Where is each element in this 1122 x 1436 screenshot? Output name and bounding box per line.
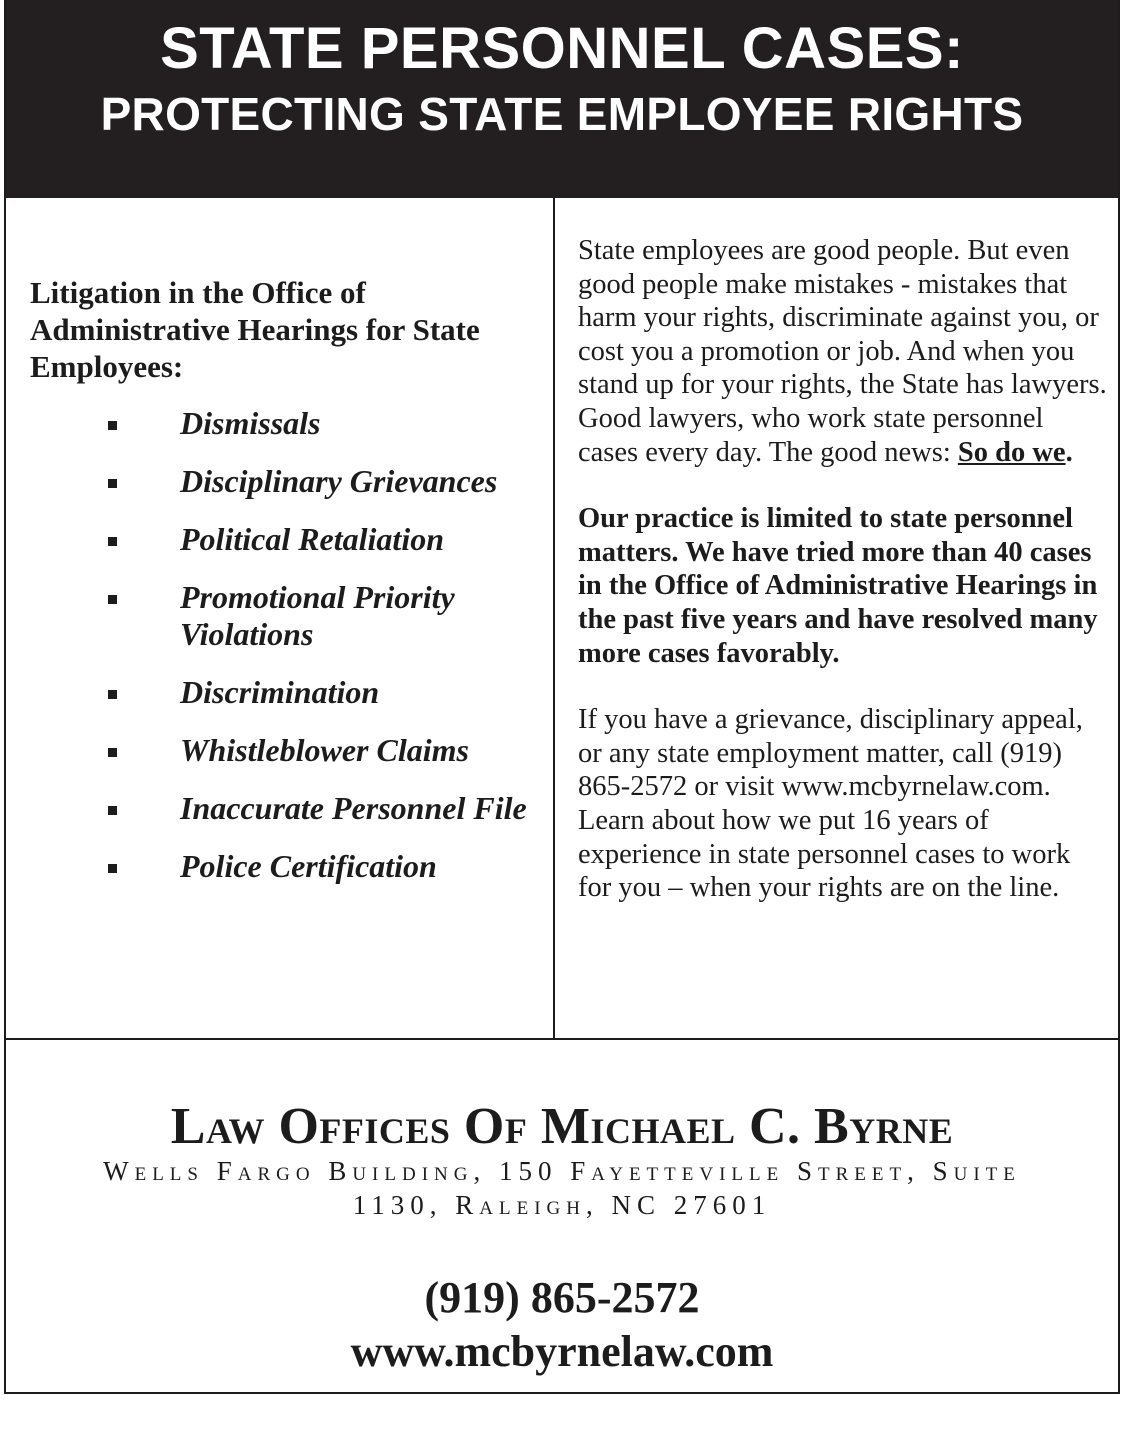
square-bullet-icon [108, 537, 117, 546]
square-bullet-icon [108, 864, 117, 873]
website-url: www.mcbyrnelaw.com [350, 1327, 774, 1376]
square-bullet-icon [108, 690, 117, 699]
footer-section [6, 1040, 1118, 1394]
firm-address [46, 1154, 1078, 1222]
services-heading: Litigation in the Office of Administrative Hearings for State Employees: [30, 275, 480, 384]
list-item [30, 790, 530, 827]
list-item-label: Inaccurate Personnel File [180, 790, 527, 826]
list-item [30, 848, 530, 885]
intro-emphasis: So do we [957, 436, 1066, 468]
page-subtitle: PROTECTING STATE EMPLOYEE RIGHTS [100, 88, 1024, 140]
list-item [30, 463, 530, 500]
page-title: STATE PERSONNEL CASES: [160, 16, 964, 81]
square-bullet-icon [108, 806, 117, 815]
address-line-1: Wells Fargo Building, 150 Fayetteville Street, Suite [103, 1156, 1021, 1186]
list-item [30, 674, 530, 711]
list-item [30, 732, 530, 769]
column-divider [553, 198, 555, 1040]
list-item [30, 521, 530, 558]
list-item-label: Disciplinary Grievances [180, 463, 498, 499]
contact-paragraph: If you have a grievance, disciplinary appeal, or any state employment matter, call (919) 865-2572 or visit www.mcbyrnelaw.com. Learn about how we put 16 years of experience in state personnel cases to work for you – when your rights are on the line. [578, 704, 1083, 904]
content-section [6, 198, 1118, 1040]
list-item-label: Dismissals [180, 405, 321, 441]
address-line-2: 1130, Raleigh, NC 27601 [352, 1190, 772, 1220]
list-item [30, 579, 530, 653]
firm-name: Law Offices Of Michael C. Byrne [170, 1098, 954, 1155]
header-banner [6, 0, 1118, 198]
advertisement-page [4, 0, 1120, 1394]
services-list [30, 405, 530, 885]
intro-paragraph [578, 234, 1108, 469]
list-item-label: Police Certification [180, 848, 437, 884]
services-column [30, 274, 530, 906]
square-bullet-icon [108, 421, 117, 430]
intro-end: . [1065, 436, 1073, 468]
list-item [30, 405, 530, 442]
list-item-label: Promotional Priority Violations [180, 579, 455, 652]
square-bullet-icon [108, 748, 117, 757]
intro-text: State employees are good people. But even good people make mistakes - mistakes that harm your rights, discriminate against you, or cost you a promotion or job. And when you stand up for your rights, the State has lawyers. Good lawyers, who work state personnel cases every day. The good news: [578, 235, 1107, 468]
list-item-label: Political Retaliation [180, 521, 444, 557]
square-bullet-icon [108, 595, 117, 604]
practice-paragraph: Our practice is limited to state personnel matters. We have tried more than 40 cases in the Office of Administrative Hearings in the past five years and have resolved many more cases favorably. [578, 503, 1098, 669]
list-item-label: Discrimination [180, 674, 380, 710]
phone-number: (919) 865-2572 [424, 1273, 700, 1322]
list-item-label: Whistleblower Claims [180, 732, 469, 768]
square-bullet-icon [108, 479, 117, 488]
description-column [578, 234, 1108, 938]
